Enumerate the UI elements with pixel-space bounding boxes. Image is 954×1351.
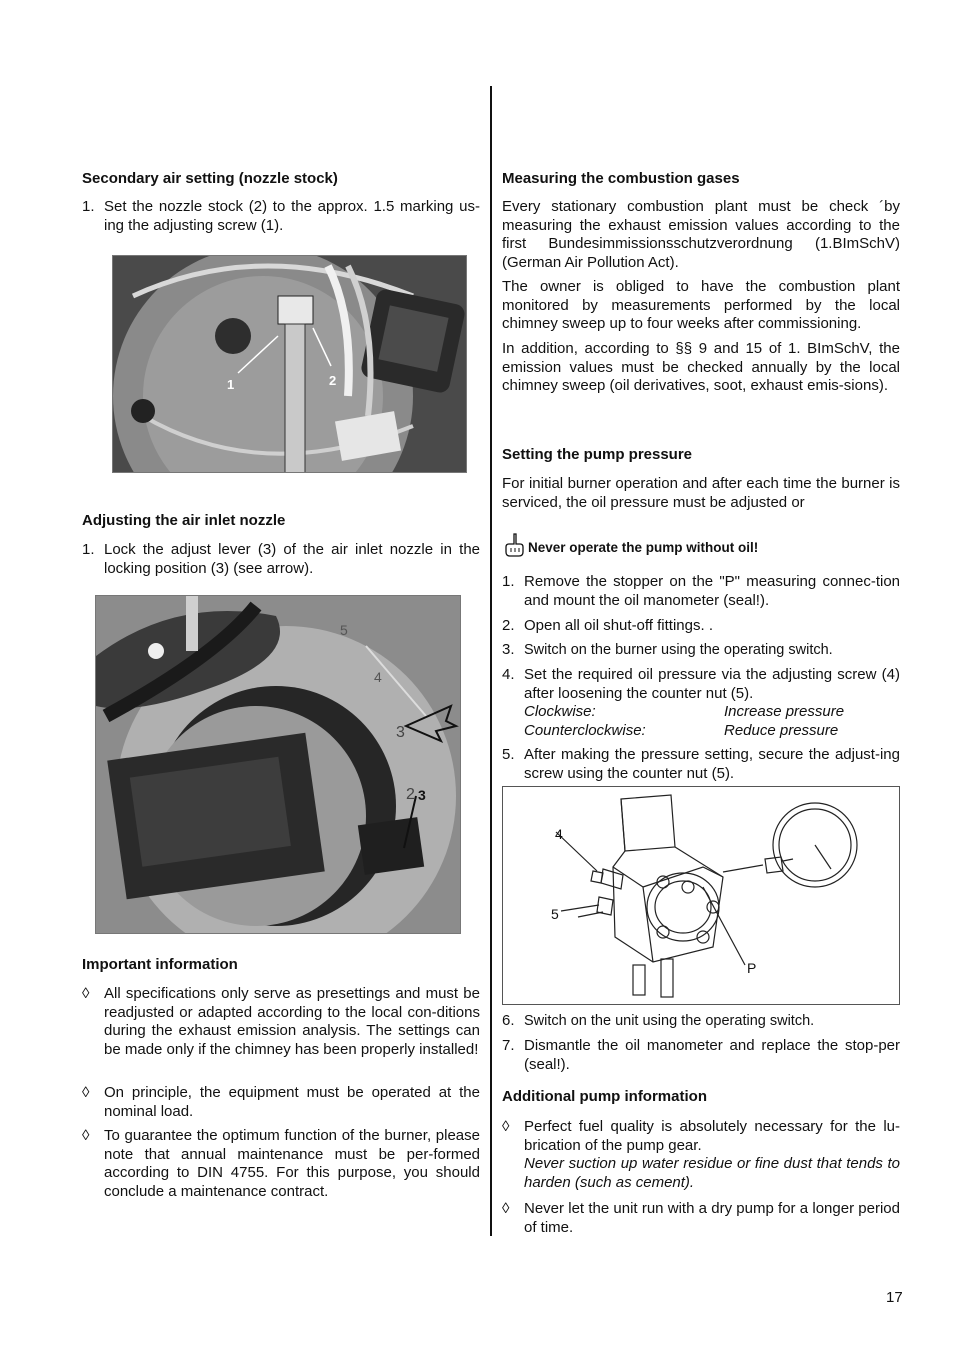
diagram-label-5: 5 bbox=[551, 906, 559, 922]
photo-air-inlet-nozzle bbox=[95, 595, 461, 934]
step-text: Open all oil shut-off fittings. . bbox=[524, 617, 713, 634]
step-number: 4. bbox=[502, 666, 515, 683]
bullet-text-italic: Never suction up water residue or fine dust that tends to harden (such as cement). bbox=[524, 1155, 900, 1191]
diagram-label-4: 4 bbox=[555, 826, 563, 842]
page-number: 17 bbox=[886, 1289, 903, 1306]
paragraph: In addition, according to §§ 9 and 15 of 1. BImSchV, the emission values must be checked annually by the local chimney sweep (oil derivatives, soot, exhaust emis-sions). bbox=[502, 340, 900, 394]
step-text: Switch on the burner using the operating switch. bbox=[524, 642, 833, 658]
warning-text: Never operate the pump without oil! bbox=[528, 540, 759, 555]
diamond-bullet-icon: ◊ bbox=[502, 1200, 510, 1217]
figure-label-3: 3 bbox=[418, 787, 426, 803]
list-item bbox=[502, 641, 900, 660]
heading-additional-pump-info: Additional pump information bbox=[502, 1088, 707, 1105]
figure-label-2: 2 bbox=[329, 373, 337, 388]
list-item bbox=[82, 1127, 480, 1201]
figure-label-1: 1 bbox=[227, 377, 235, 392]
heading-pump-pressure: Setting the pump pressure bbox=[502, 446, 693, 463]
paragraph: The owner is obliged to have the combustion plant monitored by measurements performed by the local chimney sweep up to four weeks after commissioning. bbox=[502, 278, 900, 332]
direction-cw-value: Increase pressure bbox=[724, 703, 845, 720]
step-text: Remove the stopper on the "P" measuring connec-tion and mount the oil manometer (seal!). bbox=[524, 573, 900, 609]
scale-mark: 5 bbox=[340, 622, 348, 638]
step-text: After making the pressure setting, secure the adjust-ing screw using the counter nut (5). bbox=[524, 746, 900, 782]
nozzle-stock-illustration bbox=[113, 256, 466, 472]
list-item bbox=[502, 573, 900, 610]
step-number: 1. bbox=[82, 198, 95, 215]
scale-mark: 3 bbox=[396, 724, 405, 741]
step-number: 6. bbox=[502, 1012, 515, 1029]
pump-diagram bbox=[502, 786, 900, 1005]
direction-cw-label: Clockwise: bbox=[524, 703, 596, 720]
step-number: 1. bbox=[502, 573, 515, 590]
bullet-text: Never let the unit run with a dry pump for a longer period of time. bbox=[524, 1200, 900, 1236]
step-text: Switch on the unit using the operating switch. bbox=[524, 1013, 815, 1029]
direction-ccw-label: Counterclockwise: bbox=[524, 721, 646, 739]
step-text: Set the nozzle stock (2) to the approx. 1.5 marking us-ing the adjusting screw (1). bbox=[104, 198, 480, 234]
list-item bbox=[502, 617, 900, 636]
list-item bbox=[82, 1084, 480, 1121]
list-item bbox=[502, 1012, 900, 1031]
bullet-text: To guarantee the optimum function of the burner, please note that annual maintenance must be per-formed according to DIN 4755. For this purpose, you should conclude a maintenance contract. bbox=[104, 1127, 480, 1200]
step-text: Lock the adjust lever (3) of the air inlet nozzle in the locking position (3) (see arrow). bbox=[104, 541, 480, 577]
column-divider bbox=[490, 86, 492, 1236]
step-number: 7. bbox=[502, 1037, 515, 1054]
list-item bbox=[502, 1037, 900, 1074]
step-number: 2. bbox=[502, 617, 515, 634]
list-item bbox=[502, 1118, 900, 1192]
warning-note bbox=[502, 532, 900, 560]
diamond-bullet-icon: ◊ bbox=[82, 985, 90, 1002]
step-text: Set the required oil pressure via the adjusting screw (4) after loosening the counter nut (5). bbox=[524, 666, 900, 702]
list-item bbox=[502, 666, 900, 703]
direction-table bbox=[524, 703, 900, 740]
list-item bbox=[502, 1200, 900, 1237]
photo-nozzle-stock bbox=[112, 255, 467, 473]
paragraph: For initial burner operation and after each time the burner is serviced, the oil pressure must be adjusted or bbox=[502, 475, 900, 511]
step-text: Dismantle the oil manometer and replace the stop-per (seal!). bbox=[524, 1037, 900, 1073]
heading-secondary-air: Secondary air setting (nozzle stock) bbox=[82, 170, 338, 187]
diamond-bullet-icon: ◊ bbox=[82, 1084, 90, 1101]
direction-ccw-value: Reduce pressure bbox=[724, 721, 839, 739]
scale-mark: 2 bbox=[406, 786, 415, 803]
list-item bbox=[82, 198, 480, 235]
heading-air-inlet: Adjusting the air inlet nozzle bbox=[82, 512, 286, 529]
diamond-bullet-icon: ◊ bbox=[502, 1118, 510, 1135]
pointing-hand-icon bbox=[502, 532, 526, 558]
list-item bbox=[82, 541, 480, 578]
air-inlet-illustration bbox=[96, 596, 460, 933]
list-item bbox=[82, 985, 480, 1059]
bullet-text: On principle, the equipment must be operated at the nominal load. bbox=[104, 1084, 480, 1120]
step-number: 1. bbox=[82, 541, 95, 558]
diamond-bullet-icon: ◊ bbox=[82, 1127, 90, 1144]
bullet-text: All specifications only serve as presettings and must be readjusted or adapted according to the local con-ditions during the exhaust emission analysis. The settings can be made only if the chimney has been properly installed! bbox=[104, 985, 480, 1058]
heading-important-info: Important information bbox=[82, 956, 238, 973]
bullet-text: Perfect fuel quality is absolutely necessary for the lu-brication of the pump gear. bbox=[524, 1118, 900, 1154]
list-item bbox=[502, 746, 900, 783]
scale-mark: 4 bbox=[374, 669, 382, 685]
pump-line-drawing bbox=[503, 787, 899, 1004]
step-number: 3. bbox=[502, 641, 515, 658]
step-number: 5. bbox=[502, 746, 515, 763]
diagram-label-p: P bbox=[747, 960, 757, 976]
heading-measuring-gases: Measuring the combustion gases bbox=[502, 170, 740, 187]
paragraph: Every stationary combustion plant must be check ´by measuring the exhaust emission values according to the first Bundesimmissionsschutzverordnung (1.BImSchV) (German Air Pollution Act). bbox=[502, 198, 900, 271]
